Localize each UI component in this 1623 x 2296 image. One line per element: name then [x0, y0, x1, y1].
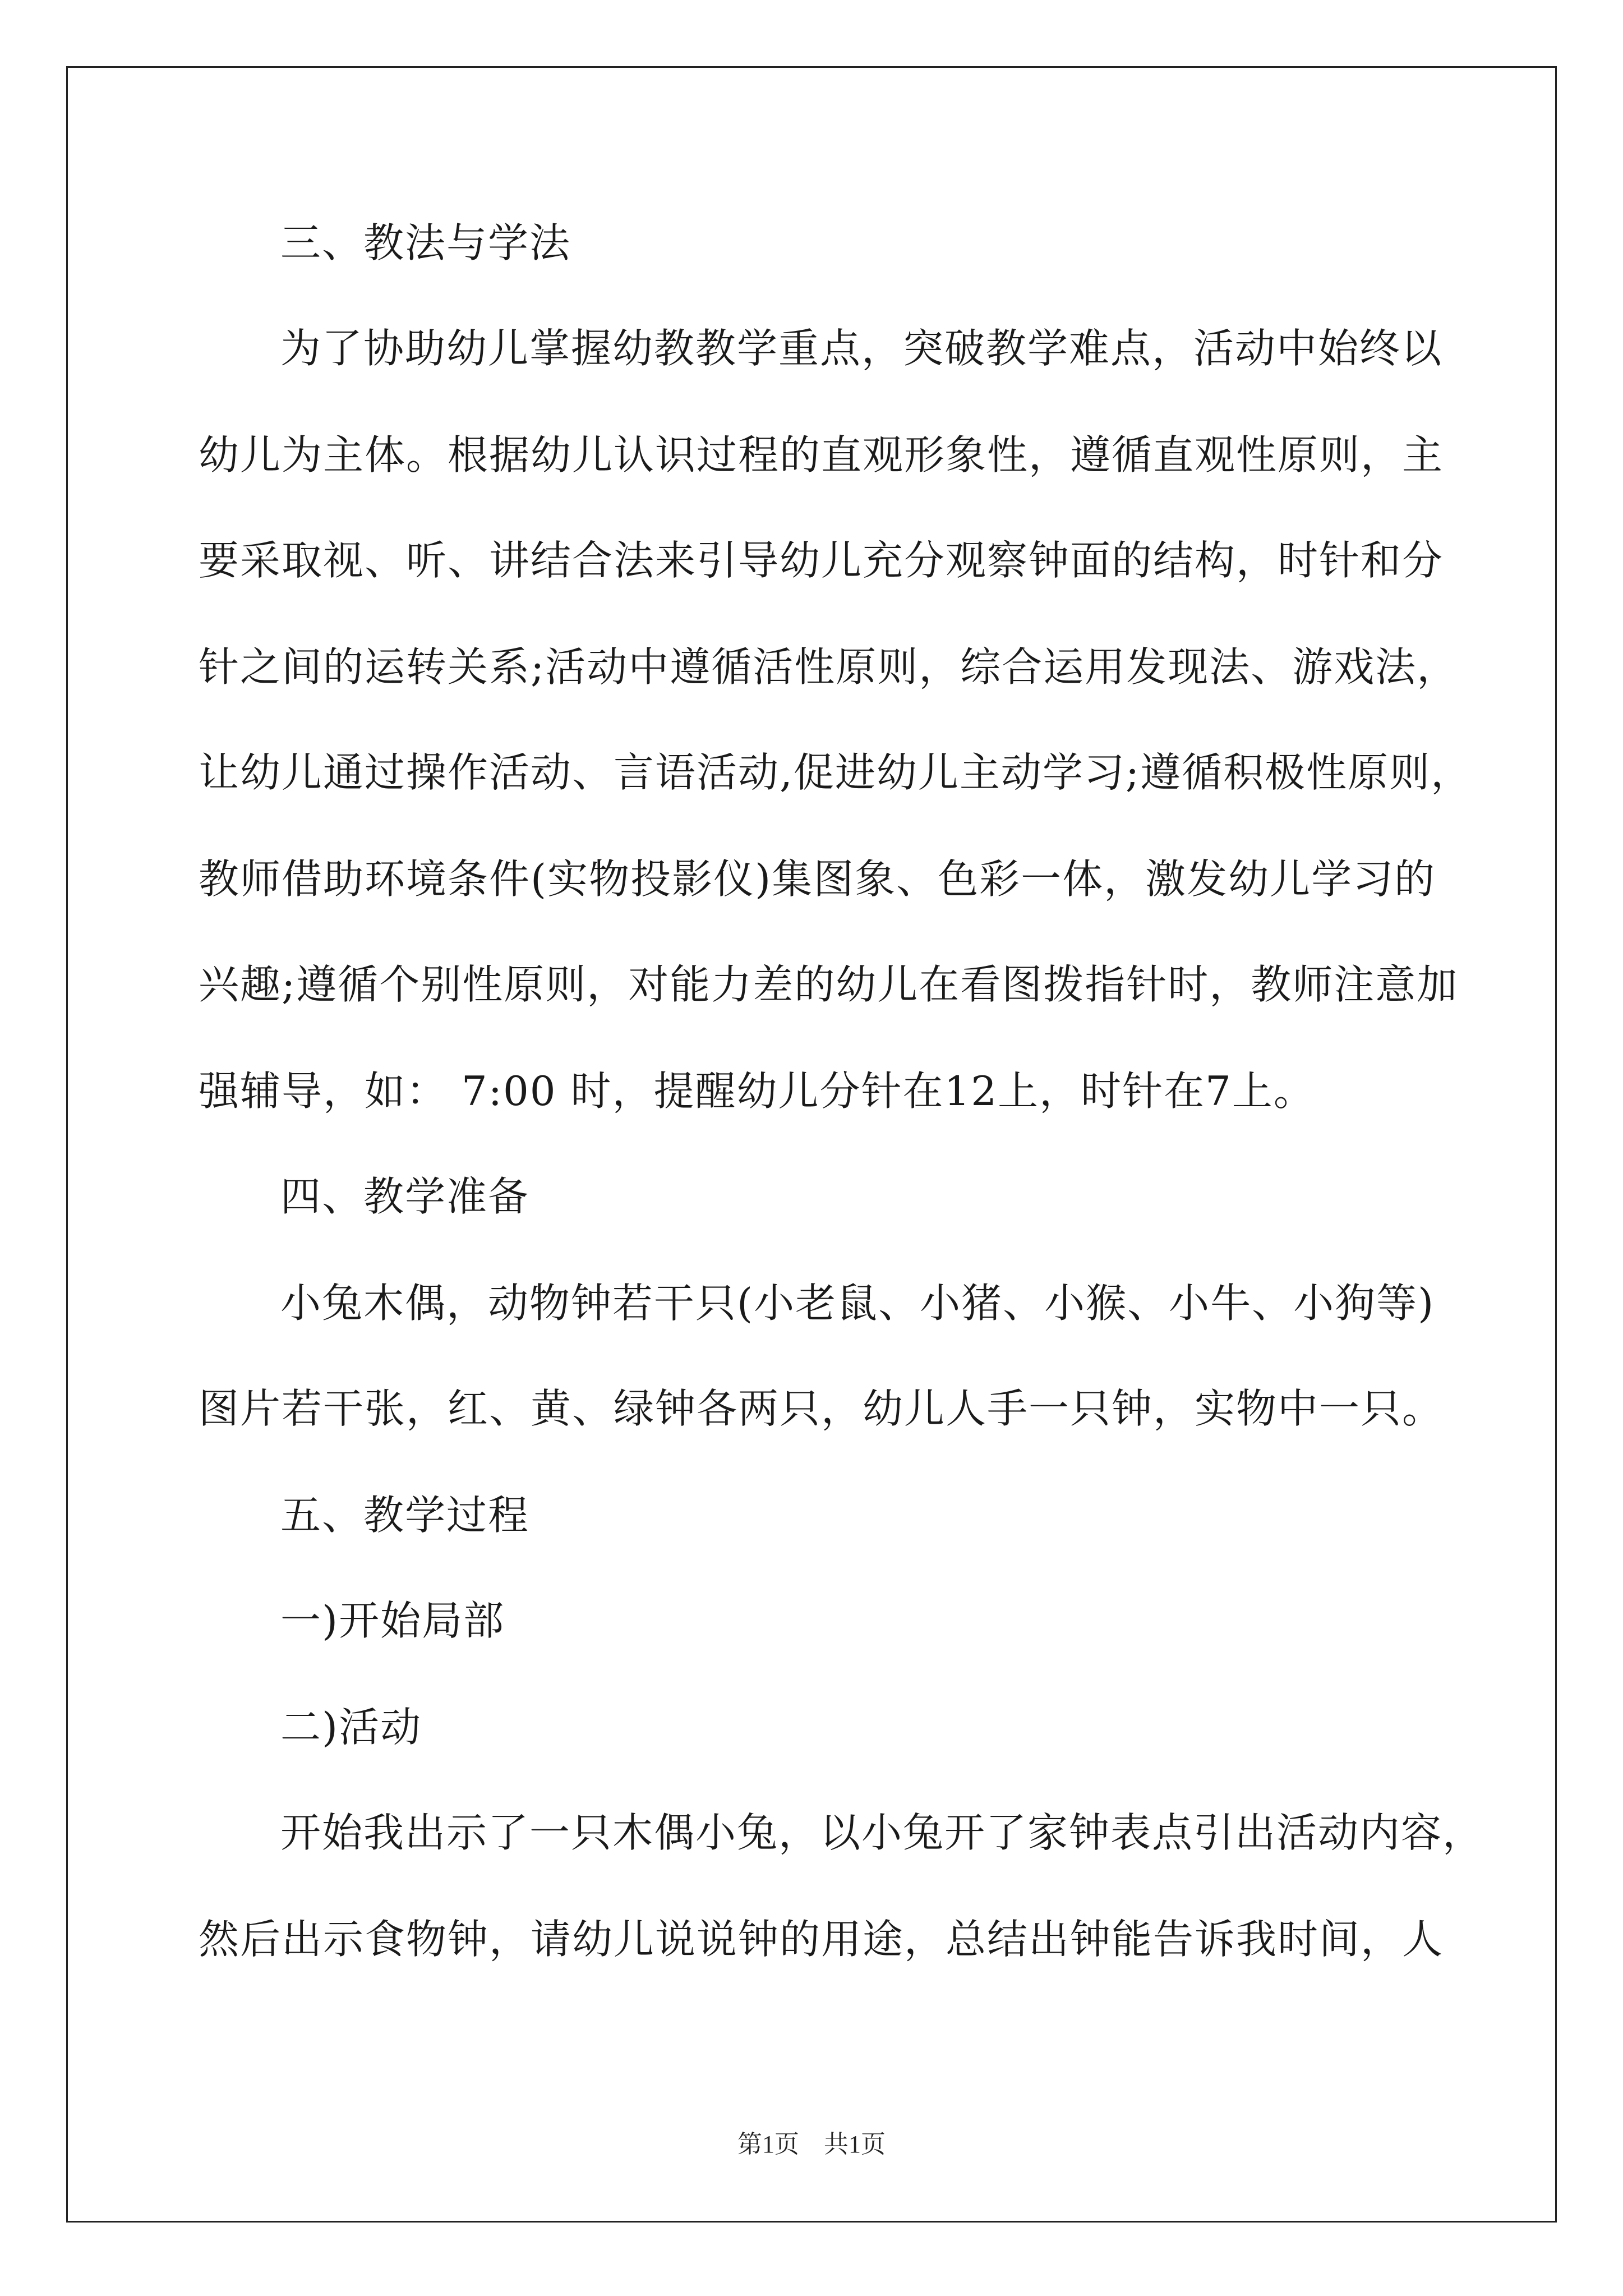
paragraph-line: 小兔木偶，动物钟若干只(小老鼠、小猪、小猴、小牛、小狗等)	[280, 1280, 1435, 1327]
subsection-heading: 一)开始局部	[280, 1597, 505, 1644]
paragraph-line: 让幼儿通过操作活动、言语活动,促进幼儿主动学习;遵循积极性原则，	[199, 749, 1473, 796]
paragraph-line: 然后出示食物钟，请幼儿说说钟的用途，总结出钟能告诉我时间，人	[199, 1916, 1444, 1963]
paragraph-line: 为了协助幼儿掌握幼教教学重点，突破教学难点，活动中始终以	[280, 325, 1443, 372]
page-border	[66, 66, 1557, 2223]
paragraph-line: 针之间的运转关系;活动中遵循活性原则，综合运用发现法、游戏法，	[199, 643, 1459, 691]
section-heading-3: 三、教法与学法	[280, 219, 571, 266]
paragraph-line: 强辅导，如： 7:00 时，提醒幼儿分针在12上，时针在7上。	[199, 1068, 1315, 1115]
subsection-heading: 二)活动	[280, 1704, 422, 1751]
page-footer: 第1页 共1页	[737, 2131, 886, 2158]
section-heading-4: 四、教学准备	[280, 1173, 530, 1220]
paragraph-line: 图片若干张，红、黄、绿钟各两只，幼儿人手一只钟，实物中一只。	[199, 1385, 1444, 1432]
paragraph-line: 兴趣;遵循个别性原则，对能力差的幼儿在看图拨指针时，教师注意加	[199, 961, 1459, 1008]
paragraph-line: 开始我出示了一只木偶小兔，以小兔开了家钟表点引出活动内容，	[280, 1809, 1484, 1856]
section-heading-5: 五、教学过程	[280, 1492, 530, 1539]
paragraph-line: 教师借助环境条件(实物投影仪)集图象、色彩一体，激发幼儿学习的	[199, 855, 1436, 903]
paragraph-line: 幼儿为主体。根据幼儿认识过程的直观形象性，遵循直观性原则，主	[199, 431, 1444, 478]
paragraph-line: 要采取视、听、讲结合法来引导幼儿充分观察钟面的结构，时针和分	[199, 537, 1444, 584]
